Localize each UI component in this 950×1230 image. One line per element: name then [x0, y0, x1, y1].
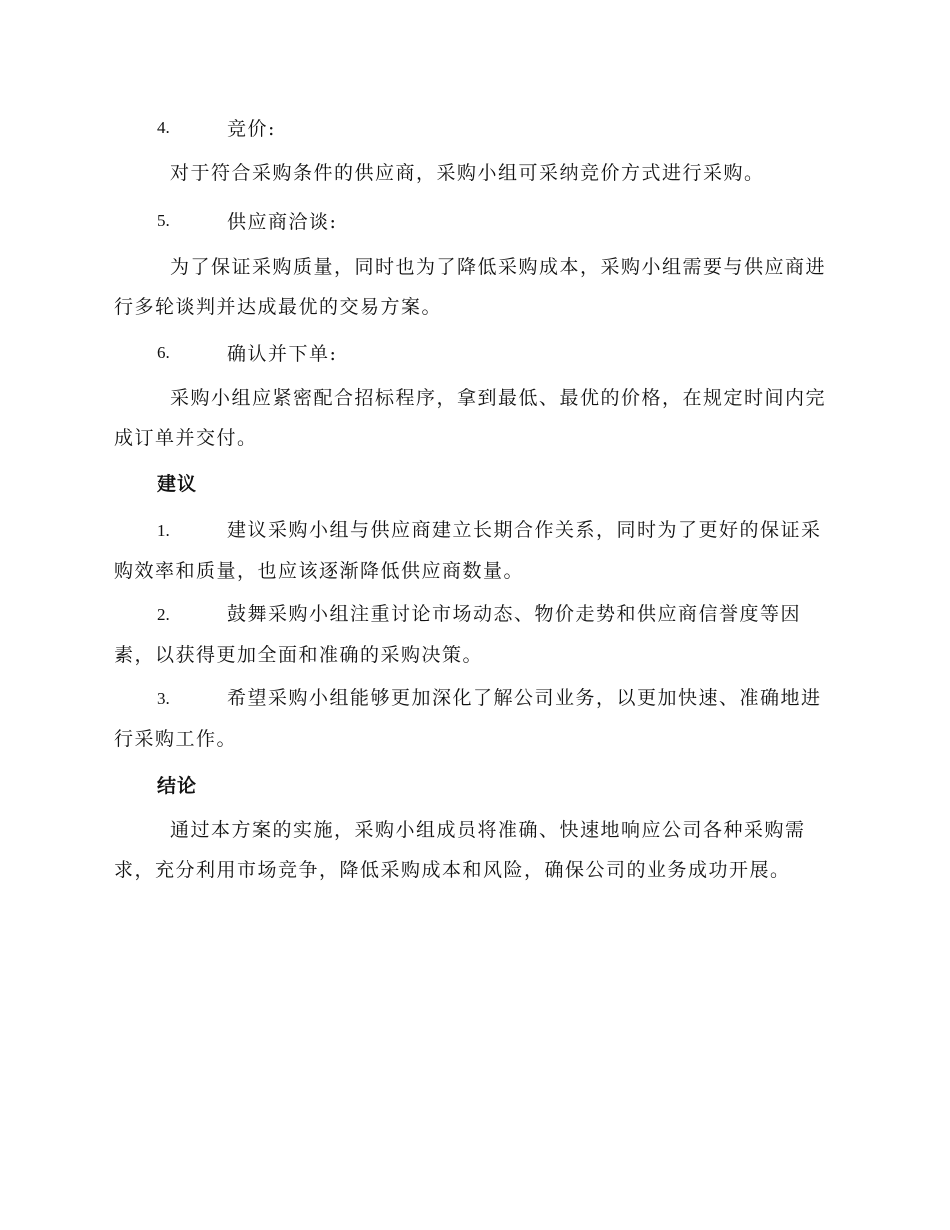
step-6-text: 采购小组应紧密配合招标程序，拿到最低、最优的价格，在规定时间内完成订单并交付。 [114, 387, 827, 449]
suggestions-heading: 建议 [157, 473, 198, 495]
step-4-header [0, 114, 950, 144]
step-number: 5. [157, 211, 170, 230]
suggestion-item-1 [114, 510, 834, 591]
item-number: 2. [157, 605, 170, 624]
item-text: 希望采购小组能够更加深化了解公司业务，以更加快速、准确地进行采购工作。 [114, 687, 822, 750]
step-label: 确认并下单: [227, 343, 338, 365]
step-4-text: 对于符合采购条件的供应商，采购小组可采纳竞价方式进行采购。 [170, 162, 765, 184]
item-number: 3. [157, 689, 170, 708]
step-label: 竞价: [227, 118, 276, 140]
suggestion-item-2 [114, 594, 834, 675]
conclusion-text: 通过本方案的实施，采购小组成员将准确、快速地响应公司各种采购需求，充分利用市场竞争，降低采购成本和风险，确保公司的业务成功开展。 [114, 819, 806, 881]
step-number: 4. [157, 118, 170, 137]
suggestion-item-3 [114, 678, 834, 759]
step-5-header [0, 207, 950, 237]
conclusion-heading: 结论 [157, 775, 198, 797]
step-label: 供应商洽谈: [227, 211, 338, 233]
step-5-text: 为了保证采购质量，同时也为了降低采购成本，采购小组需要与供应商进行多轮谈判并达成最优的交易方案。 [114, 256, 827, 318]
step-6-header [0, 339, 950, 369]
step-number: 6. [157, 343, 170, 362]
item-text: 建议采购小组与供应商建立长期合作关系，同时为了更好的保证采购效率和质量，也应该逐渐降低供应商数量。 [114, 519, 822, 582]
item-text: 鼓舞采购小组注重讨论市场动态、物价走势和供应商信誉度等因素，以获得更加全面和准确的采购决策。 [114, 603, 802, 666]
item-number: 1. [157, 521, 170, 540]
